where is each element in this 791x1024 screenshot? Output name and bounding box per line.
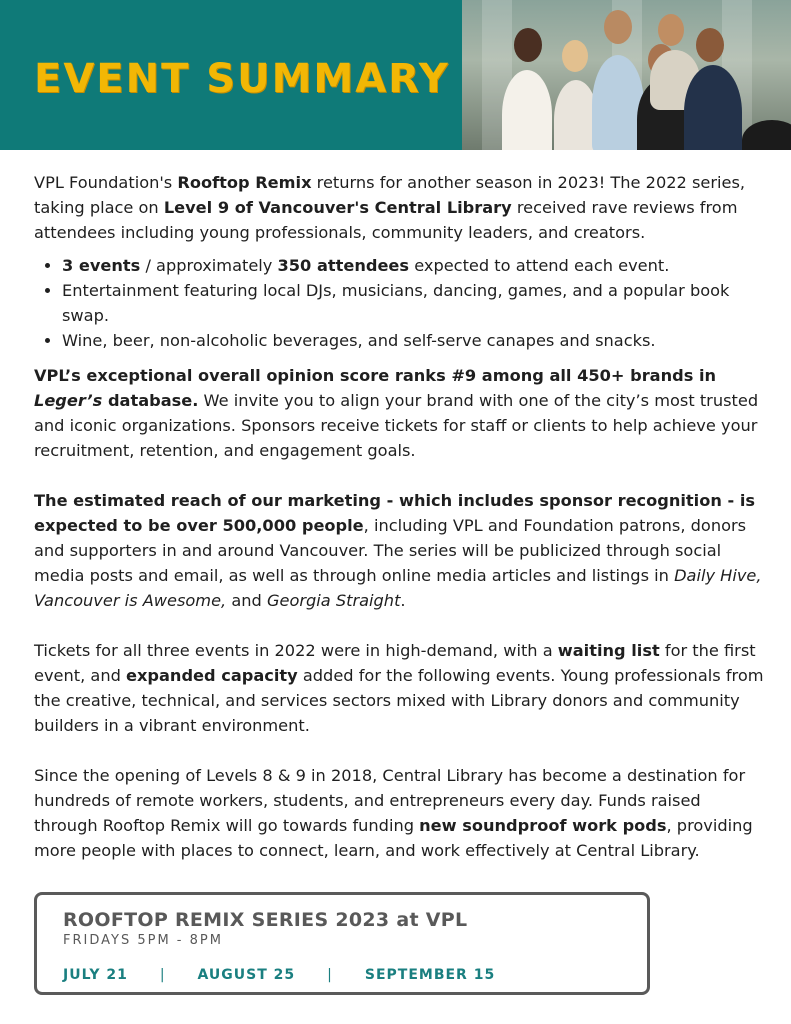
highlights-list — [34, 253, 764, 353]
tickets-text: for the first event, and — [34, 641, 756, 685]
list-item — [62, 278, 764, 328]
event-time: FRIDAYS 5PM - 8PM — [63, 933, 223, 948]
series-title: ROOFTOP REMIX SERIES 2023 at VPL — [63, 909, 468, 931]
list-text: / approximately — [140, 256, 278, 275]
list-text: Wine, beer, non-alcoholic beverages, and self-serve canapes and snacks. — [62, 331, 656, 350]
work-pods: new soundproof work pods — [419, 816, 667, 835]
waiting-list: waiting list — [557, 641, 660, 660]
event-schedule-box — [34, 892, 650, 995]
list-item — [62, 328, 764, 353]
events-count: 3 events — [62, 256, 141, 275]
event-dates — [63, 967, 495, 983]
intro-text: received rave reviews from attendees including young professionals, community leaders, and creators. — [34, 198, 738, 242]
library-text: Since the opening of Levels 8 & 9 in 2018, Central Library has become a destination for hundreds of remote workers, students, and entrepreneurs every day. Funds raised through Rooftop Remix will go towards funding — [34, 766, 746, 835]
date-separator: | — [327, 967, 333, 983]
opinion-bold: VPL’s exceptional overall opinion score ranks #9 among all 450+ brands in — [34, 366, 717, 385]
intro-text: returns for another season in 2023! The 2022 series, taking place on — [34, 173, 746, 217]
library-text: , providing more people with places to connect, learn, and work effectively at Central Library. — [34, 816, 753, 860]
reach-text: and — [226, 591, 267, 610]
intro-bold-location: Level 9 of Vancouver's Central Library — [163, 198, 512, 217]
list-item — [62, 253, 764, 278]
tickets-paragraph — [34, 638, 764, 738]
opinion-text: We invite you to align your brand with one of the city’s most trusted and iconic organizations. Sponsors receive tickets for staff or clients to help achieve your recruitment, retention, and engagement goals. — [34, 391, 759, 460]
leger-name: Leger’s — [34, 391, 103, 410]
intro-paragraph — [34, 170, 764, 245]
list-text: Entertainment featuring local DJs, musicians, dancing, games, and a popular book swap. — [62, 281, 730, 325]
media-outlet: Georgia Straight — [266, 591, 401, 610]
group-photo — [462, 0, 791, 150]
page-title: EVENT SUMMARY — [34, 56, 450, 102]
attendees-count: 350 attendees — [277, 256, 410, 275]
opinion-bold: database. — [102, 391, 199, 410]
tickets-text: added for the following events. Young professionals from the creative, technical, and services sectors mixed with Library donors and community builders in a vibrant environment. — [34, 666, 764, 735]
media-outlets: Daily Hive, Vancouver is Awesome, — [34, 566, 762, 610]
list-text: expected to attend each event. — [409, 256, 670, 275]
expanded-capacity: expanded capacity — [126, 666, 298, 685]
reach-text: . — [400, 591, 406, 610]
library-paragraph — [34, 763, 764, 863]
tickets-text: Tickets for all three events in 2022 were in high-demand, with a — [34, 641, 558, 660]
opinion-paragraph — [34, 363, 764, 463]
event-date: SEPTEMBER 15 — [364, 967, 496, 983]
reach-paragraph — [34, 488, 764, 613]
date-separator: | — [159, 967, 166, 983]
event-date: JULY 21 — [63, 967, 128, 983]
reach-text: , including VPL and Foundation patrons, donors and supporters in and around Vancouver. The series will be publicized through social media posts and email, as well as through online media articles and listings in — [34, 516, 747, 585]
body-content — [34, 170, 764, 863]
intro-text: VPL Foundation's — [34, 173, 178, 192]
event-date: AUGUST 25 — [197, 967, 296, 983]
reach-bold: The estimated reach of our marketing - which includes sponsor recognition - is expected to be over 500,000 people — [34, 491, 756, 535]
intro-bold-rooftop: Rooftop Remix — [177, 173, 312, 192]
header-banner — [0, 0, 791, 150]
